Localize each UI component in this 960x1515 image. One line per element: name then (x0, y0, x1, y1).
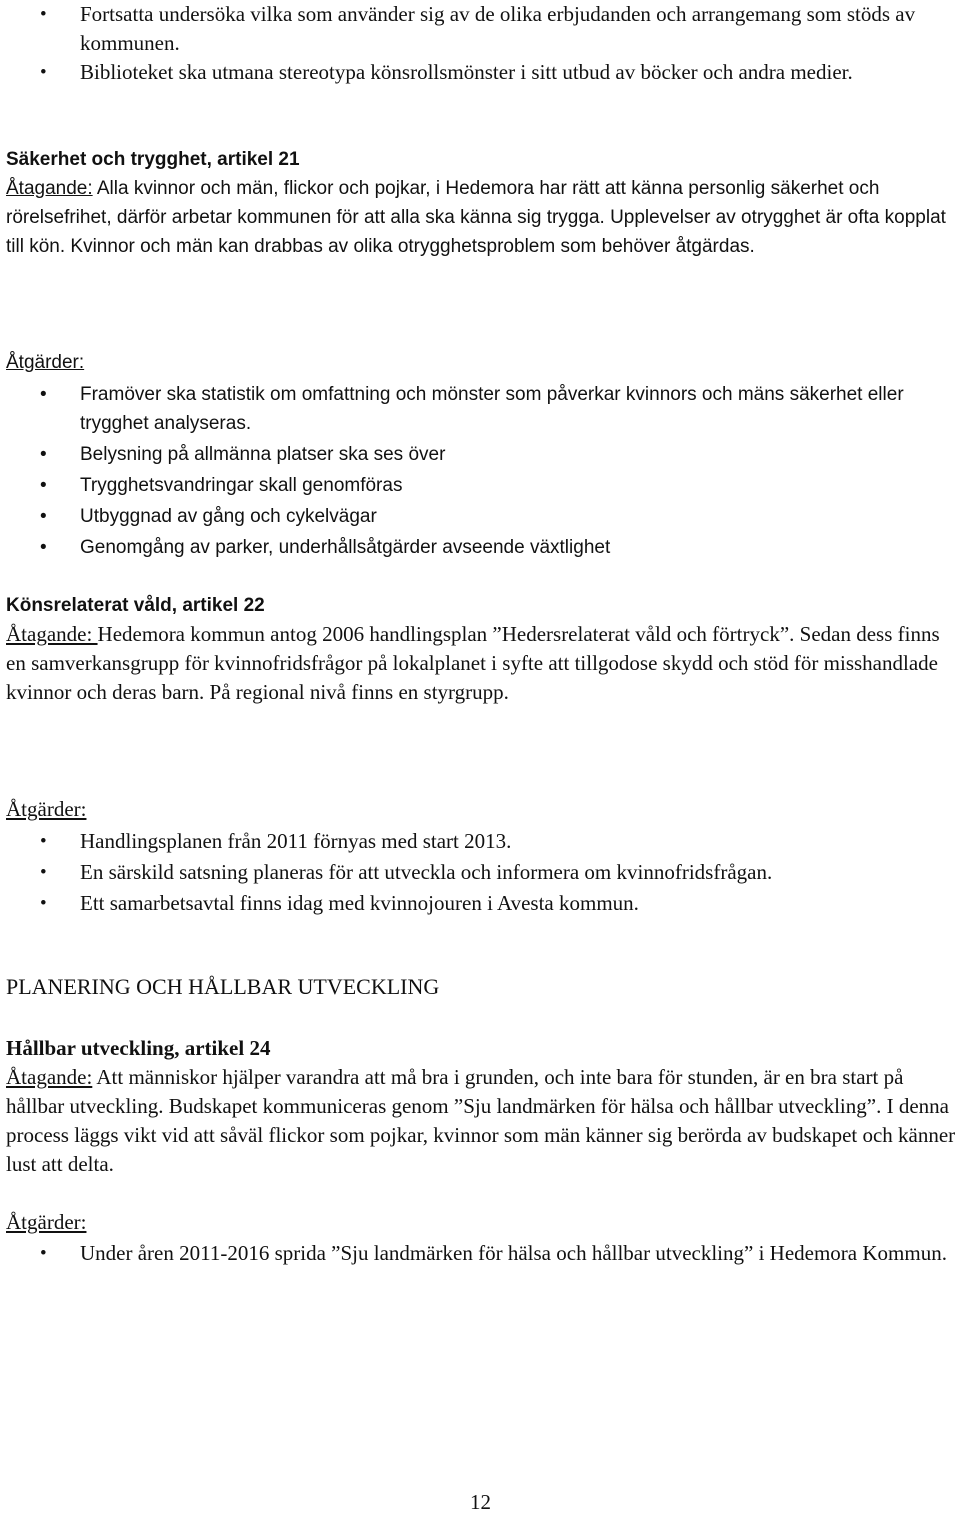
commitment-paragraph-21 (6, 174, 956, 261)
commitment-label: Åtagande: (6, 178, 93, 199)
actions-list-21 (0, 380, 950, 562)
list-item: • Biblioteket ska utmana stereotypa könsrollsmönster i sitt utbud av böcker och andra medier. (0, 58, 950, 87)
actions-label-21 (6, 348, 956, 377)
commitment-text: Att människor hjälper varandra att må bra i grunden, och inte bara för stunden, är en bra start på hållbar utveckling. Budskapet kommuniceras genom ”Sju landmärken för hälsa och hållbar utveckling”. I denna process läggs vikt vid att såväl flickor som pojkar, kvinnor som män känner sig berörda av budskapet och känner lust att delta. (6, 1065, 956, 1176)
page-number: 12 (470, 1490, 491, 1514)
actions-list-24 (0, 1239, 950, 1268)
actions-label: Åtgärder: (6, 797, 87, 821)
list-item: • Genomgång av parker, underhållsåtgärder avseende växtlighet (0, 533, 950, 562)
list-item: • Utbyggnad av gång och cykelvägar (0, 502, 950, 531)
section-heading-article-22: Könsrelaterat våld, artikel 22 (6, 595, 265, 616)
actions-label: Åtgärder: (6, 352, 85, 373)
commitment-label: Åtagande: (6, 622, 98, 646)
list-item: • En särskild satsning planeras för att utveckla och informera om kvinnofridsfrågan. (0, 858, 950, 887)
list-item: • Under åren 2011-2016 sprida ”Sju landmärken för hälsa och hållbar utveckling” i Hedemora Kommun. (0, 1239, 950, 1268)
section-heading-article-24: Hållbar utveckling, artikel 24 (6, 1036, 271, 1060)
section-title: PLANERING OCH HÅLLBAR UTVECKLING (6, 974, 440, 999)
list-item: • Fortsatta undersöka vilka som använder sig av de olika erbjudanden och arrangemang som stöds av kommunen. (0, 0, 950, 58)
list-item: • Handlingsplanen från 2011 förnyas med start 2013. (0, 827, 950, 856)
actions-label: Åtgärder: (6, 1210, 87, 1234)
commitment-paragraph-22 (6, 620, 956, 707)
commitment-label: Åtagande: (6, 1065, 93, 1089)
actions-list-22 (0, 827, 950, 918)
section-heading-article-21: Säkerhet och trygghet, artikel 21 (6, 149, 300, 170)
actions-label-22 (6, 795, 956, 824)
list-item: • Ett samarbetsavtal finns idag med kvinnojouren i Avesta kommun. (0, 889, 950, 918)
commitment-text: Hedemora kommun antog 2006 handlingsplan ”Hedersrelaterat våld och förtryck”. Sedan dess finns en samverkansgrupp för kvinnofridsfrågor på lokalplanet i syfte att tillgodose skydd och stöd för misshandlade kvinnor och deras barn. På regional nivå finns en styrgrupp. (6, 622, 940, 704)
list-item: • Framöver ska statistik om omfattning och mönster som påverkar kvinnors och mäns säkerhet eller trygghet analyseras. (0, 380, 950, 438)
commitment-text: Alla kvinnor och män, flickor och pojkar, i Hedemora har rätt att känna personlig säkerhet och rörelsefrihet, därför arbetar kommunen för att alla ska känna sig trygga. Upplevelser av otrygghet är ofta kopplat till kön. Kvinnor och män kan drabbas av olika otrygghetsproblem som behöver åtgärdas. (6, 178, 946, 257)
list-item: • Belysning på allmänna platser ska ses över (0, 440, 950, 469)
list-item: • Trygghetsvandringar skall genomföras (0, 471, 950, 500)
intro-bullet-list (0, 0, 950, 87)
commitment-paragraph-24 (6, 1063, 956, 1179)
actions-label-24 (6, 1208, 956, 1237)
